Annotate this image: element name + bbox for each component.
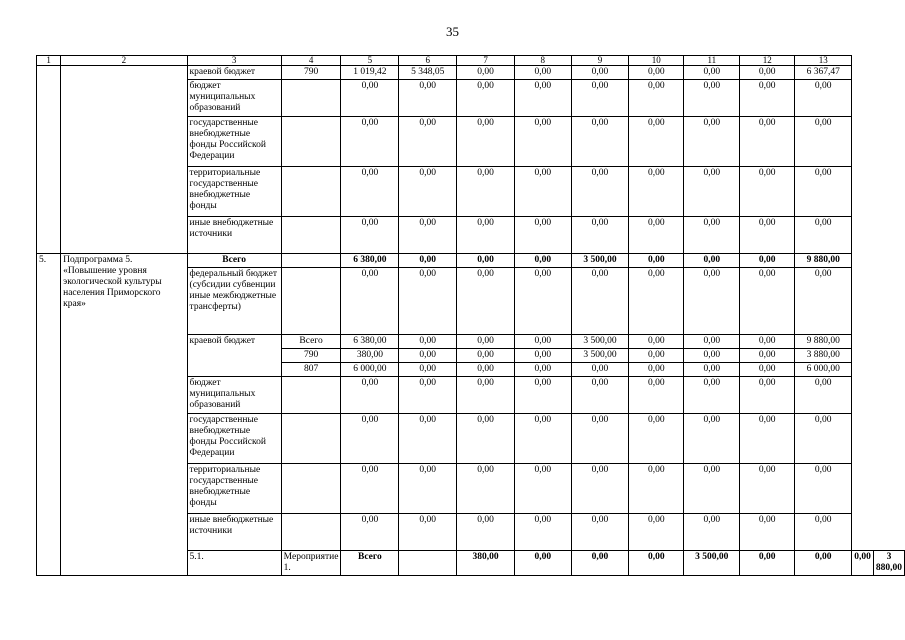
value-cell: 3 500,00: [571, 254, 629, 268]
value-cell: 0,00: [684, 514, 740, 551]
value-cell: 0,00: [571, 464, 629, 514]
funding-source: государственные внебюджетные фонды Российской Федерации: [187, 414, 281, 464]
value-cell: 0,00: [740, 217, 795, 254]
value-cell: 0,00: [341, 217, 399, 254]
funding-source: иные внебюджетные источники: [187, 514, 281, 551]
value-cell: 380,00: [341, 349, 399, 363]
value-cell: 0,00: [740, 167, 795, 217]
value-cell: 0,00: [399, 268, 457, 335]
value-cell: 0,00: [684, 335, 740, 349]
value-cell: 0,00: [399, 167, 457, 217]
value-cell: 6 380,00: [341, 335, 399, 349]
value-cell: 0,00: [629, 254, 684, 268]
value-cell: 0,00: [514, 551, 571, 576]
funding-source: бюджет муниципальных образований: [187, 80, 281, 117]
program-name: Подпрограмма 5. «Повышение уровня экологической культуры населения Приморского края»: [61, 254, 187, 576]
value-cell: 3 500,00: [571, 349, 629, 363]
value-cell: 0,00: [399, 349, 457, 363]
value-cell: 0,00: [457, 268, 515, 335]
value-cell: 0,00: [571, 514, 629, 551]
value-cell: 0,00: [399, 217, 457, 254]
funding-source: федеральный бюджет (субсидии субвенции иные межбюджетные трансферты): [187, 268, 281, 335]
column-header: 13: [795, 56, 852, 66]
budget-code: 790: [281, 349, 341, 363]
program-name: Мероприятие 1.: [281, 551, 341, 576]
value-cell: 0,00: [684, 117, 740, 167]
budget-code: [399, 551, 457, 576]
value-cell: 0,00: [514, 268, 571, 335]
value-cell: 380,00: [457, 551, 515, 576]
budget-code: [281, 254, 341, 268]
column-header: 12: [740, 56, 795, 66]
value-cell: 0,00: [571, 80, 629, 117]
value-cell: 0,00: [457, 464, 515, 514]
value-cell: 0,00: [399, 117, 457, 167]
funding-source: краевой бюджет: [187, 66, 281, 80]
value-cell: 0,00: [341, 167, 399, 217]
value-cell: 0,00: [740, 80, 795, 117]
column-header: 7: [457, 56, 515, 66]
budget-code: [281, 268, 341, 335]
value-cell: 0,00: [399, 514, 457, 551]
value-cell: 0,00: [514, 217, 571, 254]
budget-code: [281, 414, 341, 464]
value-cell: 0,00: [514, 335, 571, 349]
value-cell: 0,00: [740, 66, 795, 80]
value-cell: 9 880,00: [795, 335, 852, 349]
value-cell: 0,00: [740, 254, 795, 268]
row-number: 5.1.: [187, 551, 281, 576]
table-row: [37, 66, 905, 80]
value-cell: 0,00: [399, 335, 457, 349]
value-cell: 0,00: [457, 514, 515, 551]
budget-code: [281, 167, 341, 217]
value-cell: 0,00: [629, 551, 684, 576]
value-cell: 0,00: [684, 363, 740, 377]
value-cell: 0,00: [399, 80, 457, 117]
value-cell: 0,00: [629, 363, 684, 377]
funding-source: государственные внебюджетные фонды Российской Федерации: [187, 117, 281, 167]
row-number: [37, 66, 61, 254]
column-header: 5: [341, 56, 399, 66]
funding-source: иные внебюджетные источники: [187, 217, 281, 254]
value-cell: 0,00: [684, 254, 740, 268]
budget-code: Всего: [281, 335, 341, 349]
value-cell: 0,00: [514, 117, 571, 167]
value-cell: 0,00: [795, 167, 852, 217]
value-cell: 0,00: [684, 80, 740, 117]
budget-code: [281, 117, 341, 167]
value-cell: 0,00: [684, 377, 740, 414]
value-cell: 0,00: [514, 254, 571, 268]
value-cell: 0,00: [341, 377, 399, 414]
value-cell: 3 500,00: [684, 551, 740, 576]
value-cell: 3 880,00: [795, 349, 852, 363]
value-cell: 0,00: [852, 551, 874, 576]
value-cell: 0,00: [457, 217, 515, 254]
value-cell: 0,00: [629, 167, 684, 217]
value-cell: 0,00: [740, 414, 795, 464]
table-row: [37, 254, 905, 268]
value-cell: 0,00: [457, 349, 515, 363]
value-cell: 0,00: [514, 80, 571, 117]
value-cell: 0,00: [514, 377, 571, 414]
value-cell: 0,00: [571, 217, 629, 254]
column-header: 3: [187, 56, 281, 66]
value-cell: 0,00: [514, 363, 571, 377]
funding-source: территориальные государственные внебюджетные фонды: [187, 464, 281, 514]
value-cell: 0,00: [740, 349, 795, 363]
value-cell: 0,00: [399, 414, 457, 464]
value-cell: 0,00: [399, 377, 457, 414]
value-cell: 0,00: [629, 66, 684, 80]
value-cell: 0,00: [514, 349, 571, 363]
value-cell: 0,00: [795, 514, 852, 551]
value-cell: 0,00: [457, 377, 515, 414]
value-cell: 6 380,00: [341, 254, 399, 268]
value-cell: 0,00: [629, 217, 684, 254]
value-cell: 0,00: [629, 464, 684, 514]
column-header: 1: [37, 56, 61, 66]
value-cell: 0,00: [571, 551, 629, 576]
value-cell: 0,00: [457, 254, 515, 268]
value-cell: 0,00: [684, 167, 740, 217]
value-cell: 0,00: [740, 377, 795, 414]
value-cell: 6 000,00: [341, 363, 399, 377]
value-cell: 0,00: [571, 363, 629, 377]
column-header: 10: [629, 56, 684, 66]
column-header: 2: [61, 56, 187, 66]
value-cell: 0,00: [684, 414, 740, 464]
column-header: 9: [571, 56, 629, 66]
value-cell: 0,00: [684, 349, 740, 363]
value-cell: 0,00: [795, 217, 852, 254]
value-cell: 0,00: [629, 335, 684, 349]
column-header: 4: [281, 56, 341, 66]
budget-code: [281, 464, 341, 514]
value-cell: 0,00: [341, 80, 399, 117]
value-cell: 0,00: [740, 363, 795, 377]
value-cell: 0,00: [740, 464, 795, 514]
value-cell: 0,00: [457, 80, 515, 117]
value-cell: 0,00: [629, 349, 684, 363]
value-cell: 0,00: [629, 268, 684, 335]
program-name: [61, 66, 187, 254]
page-number: 35: [446, 24, 459, 39]
value-cell: 0,00: [399, 363, 457, 377]
value-cell: 0,00: [341, 117, 399, 167]
value-cell: 0,00: [457, 363, 515, 377]
funding-source: краевой бюджет: [187, 335, 281, 377]
value-cell: 0,00: [457, 66, 515, 80]
table-header-row: [37, 56, 905, 66]
budget-code: 807: [281, 363, 341, 377]
budget-code: [281, 80, 341, 117]
funding-source: бюджет муниципальных образований: [187, 377, 281, 414]
value-cell: 1 019,42: [341, 66, 399, 80]
value-cell: 0,00: [399, 464, 457, 514]
value-cell: 0,00: [740, 335, 795, 349]
budget-code: [281, 514, 341, 551]
budget-code: [281, 377, 341, 414]
funding-source: Всего: [187, 254, 281, 268]
column-header: 6: [399, 56, 457, 66]
funding-source: Всего: [341, 551, 399, 576]
value-cell: 0,00: [571, 268, 629, 335]
value-cell: 0,00: [684, 66, 740, 80]
value-cell: 0,00: [571, 167, 629, 217]
value-cell: 0,00: [795, 80, 852, 117]
value-cell: 0,00: [795, 377, 852, 414]
budget-code: 790: [281, 66, 341, 80]
value-cell: 9 880,00: [795, 254, 852, 268]
value-cell: 0,00: [795, 414, 852, 464]
value-cell: 0,00: [457, 117, 515, 167]
value-cell: 0,00: [629, 514, 684, 551]
value-cell: 3 880,00: [873, 551, 904, 576]
value-cell: 0,00: [795, 551, 852, 576]
value-cell: 0,00: [629, 80, 684, 117]
value-cell: 3 500,00: [571, 335, 629, 349]
budget-code: [281, 217, 341, 254]
value-cell: 0,00: [571, 66, 629, 80]
value-cell: 0,00: [684, 464, 740, 514]
value-cell: 0,00: [795, 117, 852, 167]
value-cell: 0,00: [571, 117, 629, 167]
funding-source: территориальные государственные внебюджетные фонды: [187, 167, 281, 217]
value-cell: 0,00: [341, 464, 399, 514]
value-cell: 0,00: [341, 414, 399, 464]
value-cell: 0,00: [457, 414, 515, 464]
column-header: 8: [514, 56, 571, 66]
value-cell: 0,00: [341, 514, 399, 551]
value-cell: 0,00: [514, 66, 571, 80]
value-cell: 0,00: [740, 268, 795, 335]
value-cell: 6 367,47: [795, 66, 852, 80]
value-cell: 0,00: [684, 217, 740, 254]
value-cell: 5 348,05: [399, 66, 457, 80]
value-cell: 0,00: [571, 414, 629, 464]
value-cell: 0,00: [457, 335, 515, 349]
value-cell: 0,00: [629, 414, 684, 464]
value-cell: 0,00: [795, 464, 852, 514]
value-cell: 0,00: [795, 268, 852, 335]
value-cell: 0,00: [571, 377, 629, 414]
column-header: 11: [684, 56, 740, 66]
row-number: 5.: [37, 254, 61, 576]
value-cell: 0,00: [629, 377, 684, 414]
value-cell: 0,00: [740, 117, 795, 167]
value-cell: 0,00: [740, 514, 795, 551]
value-cell: 0,00: [629, 117, 684, 167]
value-cell: 0,00: [457, 167, 515, 217]
value-cell: 0,00: [399, 254, 457, 268]
budget-table: [36, 55, 905, 576]
value-cell: 0,00: [514, 464, 571, 514]
value-cell: 6 000,00: [795, 363, 852, 377]
value-cell: 0,00: [341, 268, 399, 335]
value-cell: 0,00: [514, 514, 571, 551]
value-cell: 0,00: [514, 167, 571, 217]
value-cell: 0,00: [684, 268, 740, 335]
value-cell: 0,00: [514, 414, 571, 464]
value-cell: 0,00: [740, 551, 795, 576]
